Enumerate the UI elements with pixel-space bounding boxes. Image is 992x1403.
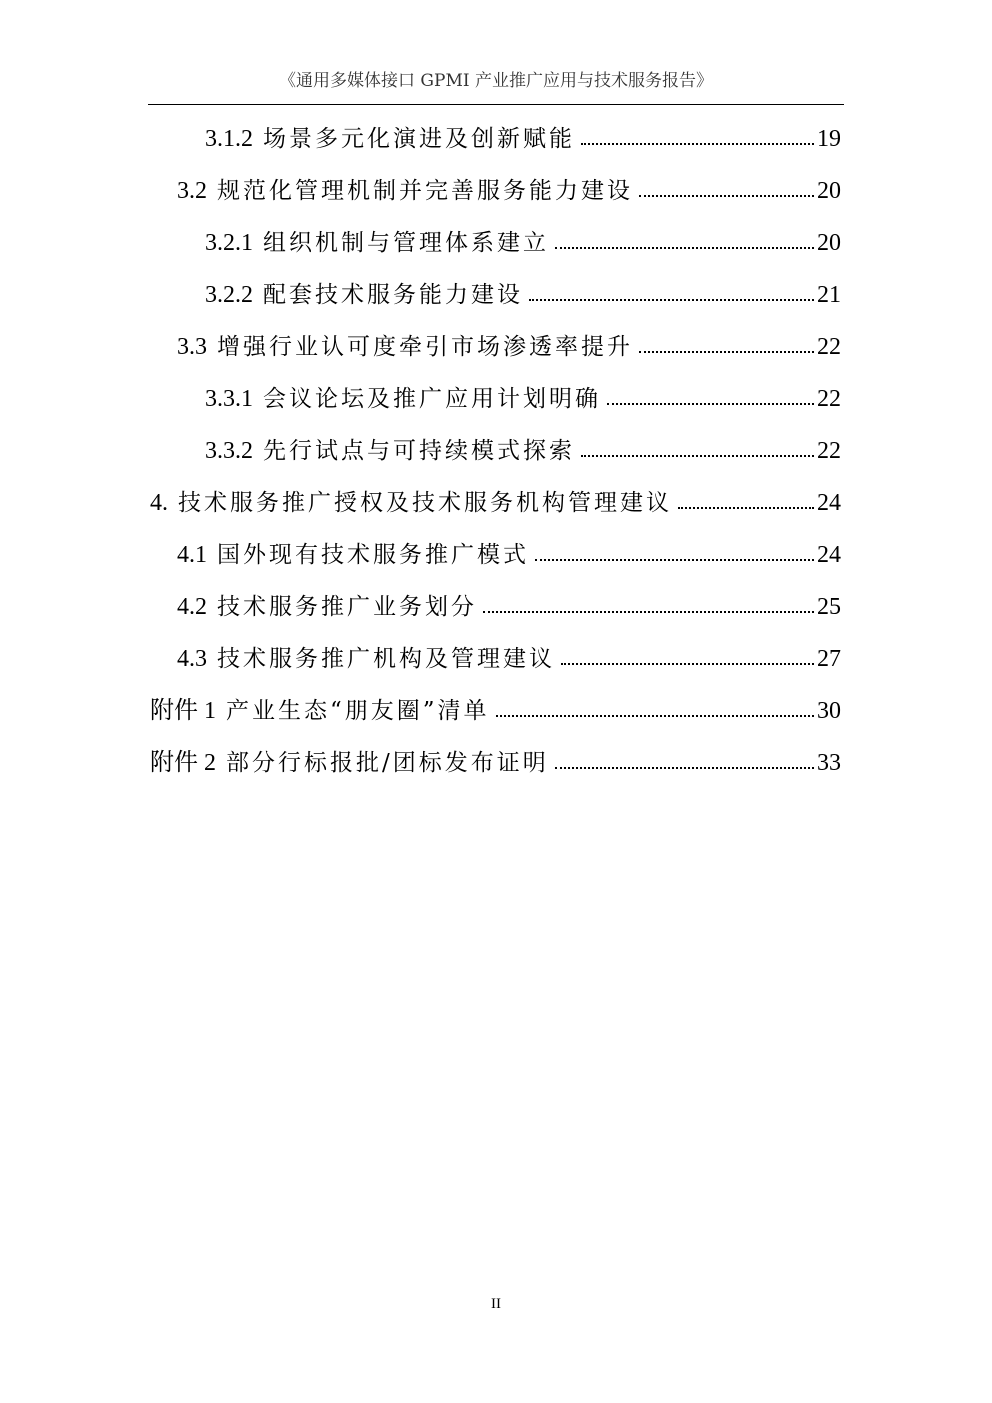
toc-entry-number: 4. — [150, 490, 168, 516]
toc-entry-page: 22 — [817, 334, 841, 360]
toc-dot-leader — [639, 351, 814, 353]
toc-entry-number: 4.2 — [177, 594, 207, 620]
toc-entry-page: 30 — [817, 698, 841, 724]
page-number: II — [491, 1296, 501, 1312]
toc-entry-title: 配套技术服务能力建设 — [263, 282, 523, 308]
toc-entry-number: 4.3 — [177, 646, 207, 672]
toc-entry-number: 3.3.1 — [205, 386, 253, 412]
toc-entry-4[interactable] — [150, 484, 841, 518]
toc-entry-title: 规范化管理机制并完善服务能力建设 — [217, 178, 633, 204]
toc-entry-title: 部分行标报批/团标发布证明 — [226, 750, 549, 776]
toc-entry-number: 3.2 — [177, 178, 207, 204]
toc-entry-title: 组织机制与管理体系建立 — [263, 230, 549, 256]
toc-entry-title: 技术服务推广授权及技术服务机构管理建议 — [178, 490, 672, 516]
toc-entry-title: 场景多元化演进及创新赋能 — [263, 126, 575, 152]
toc-entry-title: 产业生态“朋友圈”清单 — [226, 698, 490, 724]
toc-entry-number: 3.2.2 — [205, 282, 253, 308]
toc-entry-page: 27 — [817, 646, 841, 672]
toc-dot-leader — [529, 299, 814, 301]
toc-entry-number: 3.3 — [177, 334, 207, 360]
toc-dot-leader — [496, 715, 814, 717]
toc-entry-page: 24 — [817, 490, 841, 516]
toc-dot-leader — [555, 767, 814, 769]
toc-dot-leader — [607, 403, 814, 405]
toc-entry-number: 附件 2 — [150, 750, 216, 776]
toc-dot-leader — [581, 143, 814, 145]
toc-dot-leader — [639, 195, 814, 197]
toc-entry-title: 增强行业认可度牵引市场渗透率提升 — [217, 334, 633, 360]
toc-entry-appendix-1[interactable] — [150, 692, 841, 726]
toc-entry-3-1-2[interactable] — [205, 120, 841, 154]
toc-entry-4-3[interactable] — [177, 640, 841, 674]
toc-entry-title: 国外现有技术服务推广模式 — [217, 542, 529, 568]
toc-entry-page: 21 — [817, 282, 841, 308]
toc-entry-4-1[interactable] — [177, 536, 841, 570]
toc-dot-leader — [483, 611, 814, 613]
toc-entry-3-3[interactable] — [177, 328, 841, 362]
toc-entry-page: 19 — [817, 126, 841, 152]
toc-dot-leader — [561, 663, 814, 665]
running-header: 《通用多媒体接口 GPMI 产业推广应用与技术服务报告》 — [279, 71, 713, 91]
toc-entry-number: 4.1 — [177, 542, 207, 568]
toc-entry-3-2-1[interactable] — [205, 224, 841, 258]
toc-dot-leader — [581, 455, 814, 457]
toc-dot-leader — [535, 559, 814, 561]
toc-dot-leader — [678, 507, 814, 509]
toc-entry-page: 22 — [817, 438, 841, 464]
toc-entry-number: 3.3.2 — [205, 438, 253, 464]
toc-entry-page: 33 — [817, 750, 841, 776]
toc-entry-title: 先行试点与可持续模式探索 — [263, 438, 575, 464]
toc-entry-number: 3.2.1 — [205, 230, 253, 256]
toc-entry-page: 24 — [817, 542, 841, 568]
toc-entry-title: 技术服务推广业务划分 — [217, 594, 477, 620]
toc-entry-page: 20 — [817, 230, 841, 256]
toc-dot-leader — [555, 247, 814, 249]
toc-entry-4-2[interactable] — [177, 588, 841, 622]
toc-entry-number: 3.1.2 — [205, 126, 253, 152]
toc-entry-page: 22 — [817, 386, 841, 412]
toc-entry-appendix-2[interactable] — [150, 744, 841, 778]
toc-entry-3-3-2[interactable] — [205, 432, 841, 466]
toc-entry-3-2-2[interactable] — [205, 276, 841, 310]
toc-entry-3-3-1[interactable] — [205, 380, 841, 414]
toc-entry-number: 附件 1 — [150, 698, 216, 724]
toc-entry-title: 技术服务推广机构及管理建议 — [217, 646, 555, 672]
toc-entry-page: 20 — [817, 178, 841, 204]
toc-entry-page: 25 — [817, 594, 841, 620]
toc-entry-3-2[interactable] — [177, 172, 841, 206]
toc-entry-title: 会议论坛及推广应用计划明确 — [263, 386, 601, 412]
